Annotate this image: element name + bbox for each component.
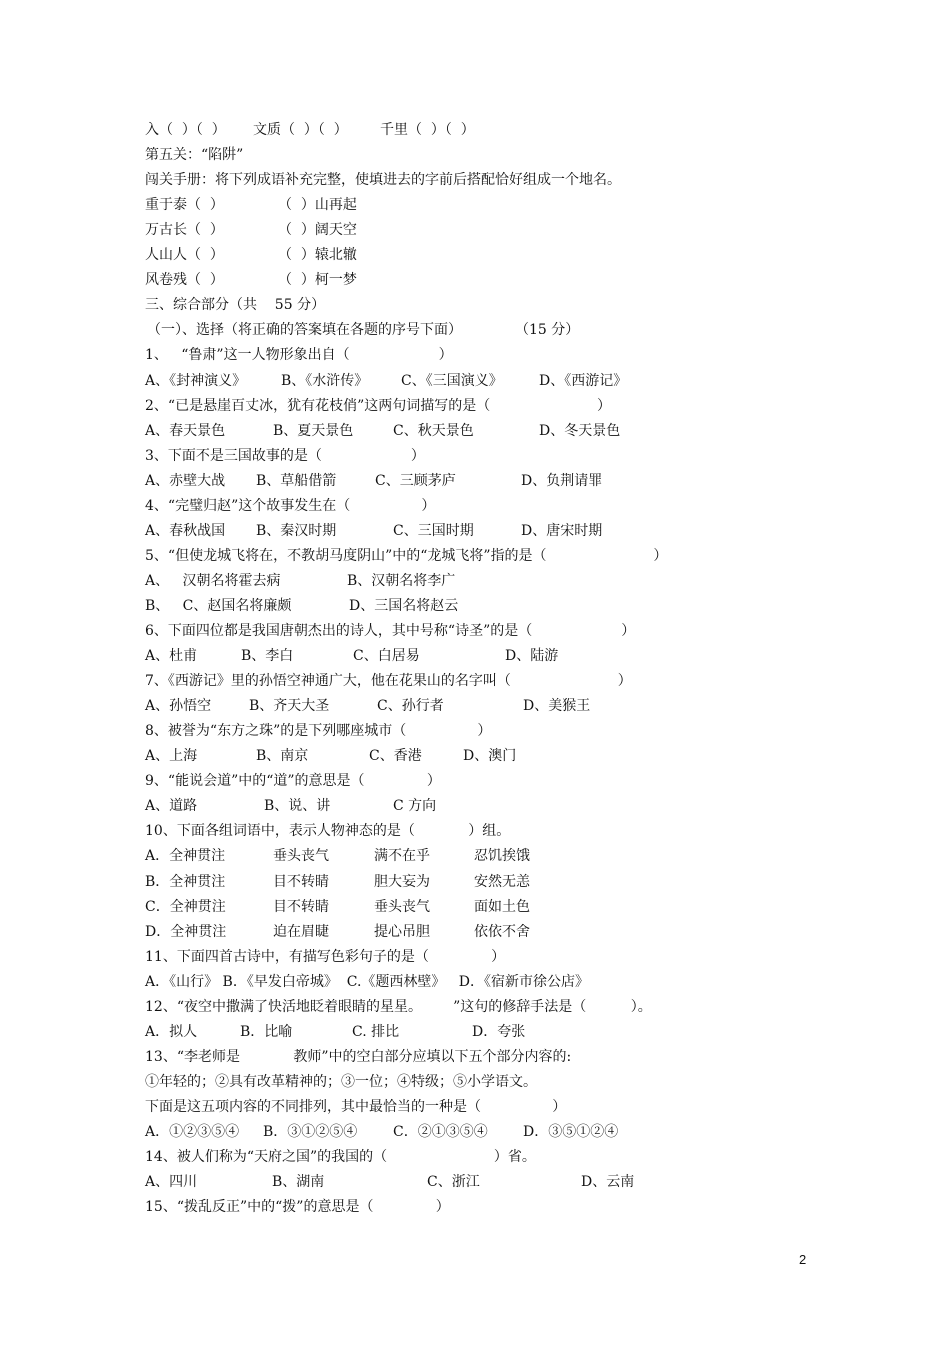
- text-segment: A、杜甫: [145, 648, 198, 665]
- text-segment: 3、下面不是三国故事的是（ ）: [145, 447, 425, 464]
- text-segment: A、春秋战国: [145, 522, 226, 539]
- text-segment: C．②①③⑤④: [393, 1124, 488, 1140]
- text-segment: B．全神贯注: [145, 873, 226, 890]
- text-segment: D．夸张: [472, 1023, 526, 1040]
- text-segment: A、 汉朝名将霍去病: [145, 572, 281, 589]
- text-segment: B、汉朝名将李广: [347, 572, 456, 589]
- text-segment: A、上海: [145, 748, 198, 765]
- text-segment: A、道路: [145, 798, 198, 815]
- text-segment: 7、《西游记》里的孙悟空神通广大，他在花果山的名字叫（ ）: [145, 673, 632, 690]
- text-segment: D、唐宋时期: [521, 522, 603, 539]
- text-segment: C、《三国演义》: [401, 372, 503, 389]
- text-segment: 千里（ ）（ ）: [380, 122, 475, 138]
- text-segment: B、李白: [241, 648, 294, 665]
- text-segment: 风卷残（ ）: [145, 272, 224, 289]
- text-segment: A．全神贯注: [145, 848, 226, 865]
- text-segment: （ ）山再起: [278, 197, 357, 214]
- text-segment: 6、下面四位都是我国唐朝杰出的诗人，其中号称“诗圣”的是（ ）: [145, 623, 636, 639]
- text-segment: 11、下面四首古诗中，有描写色彩句子的是（ ）: [145, 948, 506, 965]
- text-segment: B、湖南: [272, 1174, 325, 1191]
- text-segment: C、三顾茅庐: [375, 472, 456, 489]
- text-segment: 满不在乎: [374, 848, 430, 865]
- text-segment: 第五关：“陷阱”: [145, 147, 244, 164]
- text-segment: 目不转睛: [273, 873, 329, 890]
- text-segment: B、 C、赵国名将廉颇: [145, 597, 292, 614]
- text-segment: B、夏天景色: [273, 422, 354, 439]
- text-segment: （15 分）: [515, 322, 580, 339]
- text-segment: 14、被人们称为“天府之国”的我国的（ ）省。: [145, 1149, 536, 1166]
- text-segment: 迫在眉睫: [273, 923, 329, 940]
- text-segment: B．③①②⑤④: [263, 1124, 358, 1140]
- text-segment: D、冬天景色: [539, 422, 621, 439]
- text-segment: D、澳门: [463, 748, 517, 765]
- text-segment: 依依不舍: [474, 923, 530, 940]
- text-segment: 15、“拨乱反正”中的“拨”的意思是（ ）: [145, 1199, 450, 1216]
- text-segment: C、三国时期: [393, 522, 474, 539]
- text-segment: （ ）柯一梦: [278, 272, 357, 289]
- text-segment: 重于泰（ ）: [145, 197, 224, 214]
- text-segment: C 方向: [393, 798, 437, 815]
- text-segment: D、负荆请罪: [521, 472, 603, 489]
- text-segment: 面如土色: [474, 898, 530, 915]
- text-segment: B、秦汉时期: [256, 522, 337, 539]
- text-segment: B、齐天大圣: [249, 698, 330, 715]
- text-segment: C、浙江: [427, 1174, 480, 1191]
- text-segment: 4、“完璧归赵”这个故事发生在（ ）: [145, 497, 436, 514]
- text-segment: B、《水浒传》: [281, 372, 369, 389]
- text-segment: （ ）阔天空: [278, 222, 357, 239]
- text-segment: D、美猴王: [523, 698, 591, 715]
- text-segment: （ ）辕北辙: [278, 247, 357, 264]
- text-segment: A、《封神演义》: [145, 372, 247, 389]
- text-segment: C、孙行者: [377, 698, 444, 715]
- text-segment: D．③⑤①②④: [523, 1124, 619, 1140]
- text-segment: D、陆游: [505, 648, 559, 665]
- text-segment: C、白居易: [353, 648, 420, 665]
- text-segment: 10、下面各组词语中，表示人物神态的是（ ）组。: [145, 823, 511, 840]
- text-segment: 垂头丧气: [374, 898, 430, 915]
- text-segment: 胆大妄为: [374, 873, 430, 890]
- text-segment: B．比喻: [240, 1023, 293, 1040]
- text-segment: D．全神贯注: [145, 923, 227, 940]
- text-segment: 8、被誉为“东方之珠”的是下列哪座城市（ ）: [145, 723, 492, 740]
- text-segment: A．《山行》 B．《早发白帝城》 C.《题西林壁》 D．《宿新市徐公店》: [145, 973, 589, 990]
- text-segment: 垂头丧气: [273, 848, 329, 865]
- text-segment: A、四川: [145, 1174, 198, 1191]
- text-segment: 目不转睛: [273, 898, 329, 915]
- text-segment: D、三国名将赵云: [349, 597, 459, 614]
- page-number: 2: [799, 1252, 807, 1267]
- text-segment: 12、“夜空中撒满了快活地眨着眼睛的星星。 ”这句的修辞手法是（ ）。: [145, 998, 652, 1015]
- text-segment: 闯关手册：将下列成语补充完整，使填进去的字前后搭配恰好组成一个地名。: [145, 172, 621, 189]
- text-segment: B、南京: [256, 748, 309, 765]
- text-segment: B、说、讲: [264, 798, 331, 815]
- text-segment: （一）、选择（将正确的答案填在各题的序号下面）: [147, 322, 462, 339]
- text-segment: 万古长（ ）: [145, 222, 224, 239]
- text-segment: A、孙悟空: [145, 698, 212, 715]
- text-segment: D、《西游记》: [539, 372, 628, 389]
- text-segment: 1、 “鲁肃”这一人物形象出自（ ）: [145, 347, 453, 364]
- text-segment: 忍饥挨饿: [474, 848, 530, 865]
- text-segment: A、春天景色: [145, 422, 226, 439]
- text-segment: 人山人（ ）: [145, 247, 224, 264]
- text-segment: 2、“已是悬崖百丈冰，犹有花枝俏”这两句词描写的是（ ）: [145, 397, 612, 414]
- text-segment: 5、“但使龙城飞将在，不教胡马度阴山”中的“龙城飞将”指的是（ ）: [145, 547, 668, 564]
- text-segment: D、云南: [581, 1174, 635, 1191]
- text-segment: 安然无恙: [474, 873, 530, 890]
- text-segment: 13、“李老师是 教师”中的空白部分应填以下五个部分内容的:: [145, 1048, 572, 1065]
- text-segment: ①年轻的；②具有改革精神的；③一位；④特级；⑤小学语文。: [145, 1073, 537, 1090]
- text-segment: 入（ ）（ ）: [145, 122, 226, 138]
- text-segment: C. 排比: [352, 1023, 400, 1040]
- text-segment: 9、“能说会道”中的“道”的意思是（ ）: [145, 773, 441, 790]
- text-segment: 下面是这五项内容的不同排列，其中最恰当的一种是（ ）: [145, 1098, 567, 1115]
- text-segment: C．全神贯注: [145, 898, 226, 915]
- text-segment: C、香港: [369, 748, 422, 765]
- text-segment: 文质（ ）（ ）: [253, 122, 348, 138]
- text-segment: A．拟人: [145, 1023, 198, 1040]
- text-segment: 三、综合部分（共 55 分）: [145, 297, 326, 314]
- text-segment: 提心吊胆: [374, 923, 430, 940]
- text-segment: C、秋天景色: [393, 422, 474, 439]
- text-segment: A、赤壁大战: [145, 472, 226, 489]
- text-segment: B、草船借箭: [256, 472, 337, 489]
- text-segment: A．①②③⑤④: [145, 1124, 240, 1140]
